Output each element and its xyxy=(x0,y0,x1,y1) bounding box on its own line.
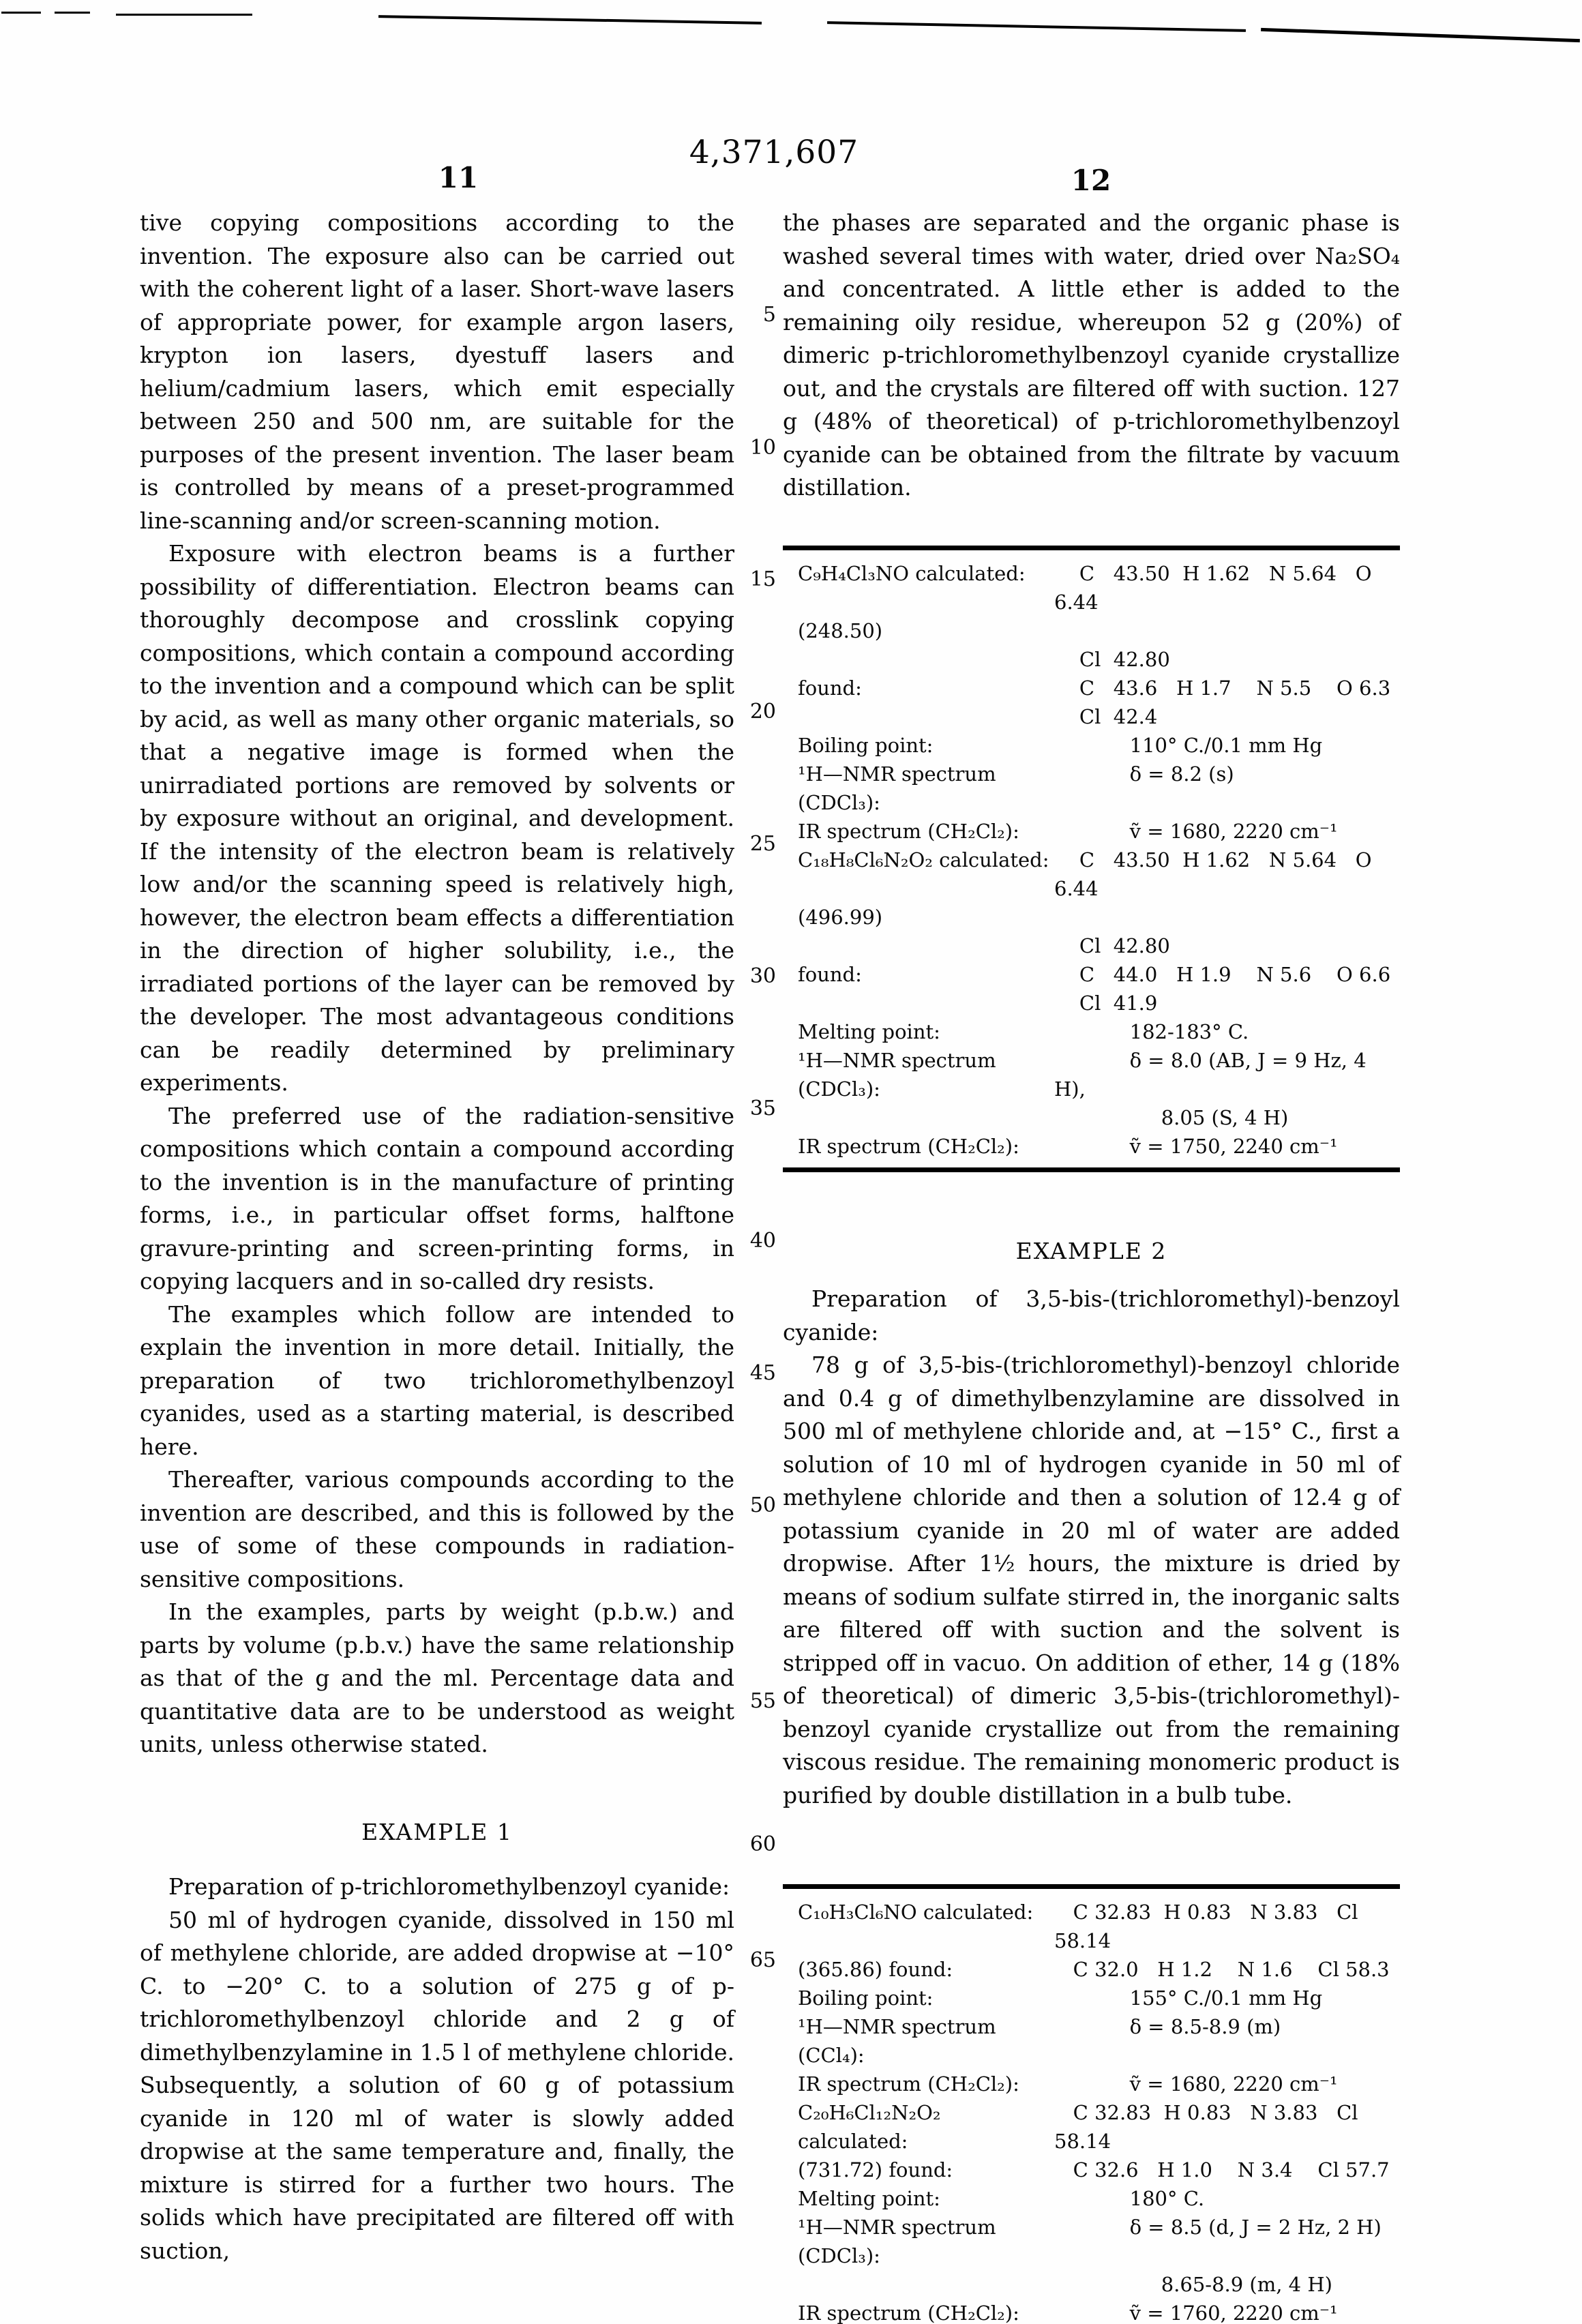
row-value: ṽ = 1760, 2220 cm⁻¹ xyxy=(1054,2301,1338,2324)
row-label: IR spectrum (CH₂Cl₂): xyxy=(798,819,1019,843)
line-number-60: 60 xyxy=(749,1832,776,1856)
analysis-table-2 xyxy=(783,1884,1400,2324)
row-label: (248.50) xyxy=(798,619,883,642)
row-value: C 44.0 H 1.9 N 5.6 O 6.6 xyxy=(1054,962,1391,986)
paragraph: Thereafter, various compounds according to the invention are described, and this is followed by the use of some of these compounds in radiation-sensitive compositions. xyxy=(140,1466,734,1592)
scan-artifact-line xyxy=(827,21,1246,32)
row-label: C₂₀H₆Cl₁₂N₂O₂ calculated: xyxy=(798,2101,947,2153)
paragraph: The examples which follow are intended to explain the invention in more detail. Initially, the preparation of two trichloromethylbenzoyl cyanides, used as a starting material, is described here. xyxy=(140,1300,734,1460)
row-value: 8.05 (S, 4 H) xyxy=(1054,1105,1289,1129)
row-value: δ = 8.0 (AB, J = 9 Hz, 4 H), xyxy=(1054,1048,1373,1101)
table-row xyxy=(783,1984,1400,2012)
row-value: 110° C./0.1 mm Hg xyxy=(1054,733,1323,757)
line-number-10: 10 xyxy=(749,436,776,460)
row-label: (496.99) xyxy=(798,905,883,929)
scan-artifact-line xyxy=(1261,28,1580,42)
row-value: Cl 41.9 xyxy=(1054,991,1158,1015)
line-number-55: 55 xyxy=(749,1689,776,1713)
patent-number: 4,371,607 xyxy=(689,134,859,171)
row-label: ¹H—NMR spectrum (CDCl₃): xyxy=(798,2216,1002,2267)
paragraph: 50 ml of hydrogen cyanide, dissolved in 150 ml of methylene chloride, are added dropwise at −10° C. to −20° C. to a solution of 275 g of p-trichloromethylbenzoyl chloride and 2 g of dimethylbenzylamine in 1.5 l of methylene chloride. Subsequently, a solution of 60 g of potassium cyanide in 120 ml of water is slowly added dropwise at the same temperature and, finally, the mixture is stirred for a further two hours. The solids which have precipitated are filtered off with suction, xyxy=(140,1906,734,2264)
row-value: 182-183° C. xyxy=(1054,1019,1249,1043)
row-label: found: xyxy=(798,962,862,986)
row-value: C 43.6 H 1.7 N 5.5 O 6.3 xyxy=(1054,676,1391,700)
table-row xyxy=(783,616,1400,645)
table-row xyxy=(783,702,1400,731)
paragraph: Exposure with electron beams is a further possibility of differentiation. Electron beams can thoroughly decompose and crosslink copying compositions, which contain a compound according to the invention and a compound which can be split by acid, as well as many other organic materials, so that a negative image is formed when the unirradiated portions are removed by solvents or by exposure without an original, and development. If the intensity of the electron beam is relatively low and/or the scanning speed is relatively high, however, the electron beam effects a differentiation in the direction of higher solubility, i.e., the irradiated portions of the layer can be removed by the developer. The most advantageous conditions can be readily determined by preliminary experiments. xyxy=(140,540,734,1096)
row-value: 180° C. xyxy=(1054,2187,1205,2210)
row-value: C 43.50 H 1.62 N 5.64 O 6.44 xyxy=(1054,561,1378,614)
table-row xyxy=(783,1046,1400,1103)
row-label: IR spectrum (CH₂Cl₂): xyxy=(798,2072,1019,2096)
table-row xyxy=(783,2156,1400,2184)
row-value: Cl 42.80 xyxy=(1054,647,1170,671)
table-row xyxy=(783,760,1400,817)
row-label: Boiling point: xyxy=(798,1986,934,2010)
example-1-heading: EXAMPLE 1 xyxy=(361,1818,513,1845)
analysis-table-1 xyxy=(783,546,1400,1172)
line-number-35: 35 xyxy=(749,1097,776,1120)
row-label: ¹H—NMR spectrum (CDCl₃): xyxy=(798,1048,1002,1101)
row-value: C 32.83 H 0.83 N 3.83 Cl 58.14 xyxy=(1054,1901,1364,1952)
scan-artifact-line xyxy=(378,15,762,25)
right-column xyxy=(783,207,1400,2324)
line-number-50: 50 xyxy=(749,1493,776,1517)
row-value: Cl 42.80 xyxy=(1054,934,1170,957)
paragraph: tive copying compositions according to the invention. The exposure also can be carried out with the coherent light of a laser. Short-wave lasers of appropriate power, for example argon lasers, krypton ion lasers, dyestuff lasers and helium/cadmium lasers, which emit especially between 250 and 500 nm, are suitable for the purposes of the present invention. The laser beam is controlled by means of a preset-programmed line-scanning and/or screen-scanning motion. xyxy=(140,209,734,534)
table-row xyxy=(783,817,1400,846)
table-row xyxy=(783,1103,1400,1132)
row-label: ¹H—NMR spectrum (CDCl₃): xyxy=(798,762,1002,814)
row-label: Boiling point: xyxy=(798,733,934,757)
row-value: δ = 8.2 (s) xyxy=(1054,762,1234,786)
table-row xyxy=(783,989,1400,1017)
line-number-5: 5 xyxy=(762,303,776,327)
table-row xyxy=(783,932,1400,960)
row-value: ṽ = 1680, 2220 cm⁻¹ xyxy=(1054,2072,1338,2096)
row-value: C 32.6 H 1.0 N 3.4 Cl 57.7 xyxy=(1054,2158,1390,2181)
paragraph: The preferred use of the radiation-sensitive compositions which contain a compound according to the invention is in the manufacture of printing forms, i.e., in particular offset forms, halftone gravure-printing and screen-printing forms, in copying lacquers and in so-called dry resists. xyxy=(140,1102,734,1294)
table-row xyxy=(783,903,1400,932)
table-row xyxy=(783,559,1400,616)
table-row xyxy=(783,846,1400,903)
table-row xyxy=(783,2299,1400,2324)
row-label: C₁₈H₈Cl₆N₂O₂ calculated: xyxy=(798,848,1049,872)
line-number-20: 20 xyxy=(749,700,776,724)
table-row xyxy=(783,960,1400,989)
table-row xyxy=(783,2213,1400,2270)
row-value: ṽ = 1750, 2240 cm⁻¹ xyxy=(1054,1134,1338,1158)
paragraph: Preparation of p-trichloromethylbenzoyl cyanide: xyxy=(168,1873,730,1900)
table-row xyxy=(783,2070,1400,2098)
column-number-right: 12 xyxy=(1071,164,1111,197)
left-column xyxy=(140,207,734,2267)
row-value: C 32.83 H 0.83 N 3.83 Cl 58.14 xyxy=(1054,2101,1364,2153)
row-label: C₉H₄Cl₃NO calculated: xyxy=(798,561,1026,585)
table-row xyxy=(783,2012,1400,2070)
row-value: 8.65-8.9 (m, 4 H) xyxy=(1054,2273,1332,2296)
row-value: δ = 8.5-8.9 (m) xyxy=(1054,2015,1281,2038)
example-2-heading: EXAMPLE 2 xyxy=(1015,1237,1167,1264)
scan-artifact-line xyxy=(1,12,41,14)
row-value: δ = 8.5 (d, J = 2 Hz, 2 H) xyxy=(1054,2216,1382,2239)
row-value: C 43.50 H 1.62 N 5.64 O 6.44 xyxy=(1054,848,1378,900)
paragraph: the phases are separated and the organic phase is washed several times with water, dried over Na₂SO₄ and concentrated. A little ether is added to the remaining oily residue, whereupon 52 g (20%) of dimeric p-trichloromethylbenzoyl cyanide crystallize out, and the crystals are filtered off with suction. 127 g (48% of theoretical) of p-trichloromethylbenzoyl cyanide can be obtained from the filtrate by vacuum distillation. xyxy=(783,209,1400,501)
line-number-25: 25 xyxy=(749,832,776,856)
row-value: C 32.0 H 1.2 N 1.6 Cl 58.3 xyxy=(1054,1958,1390,1981)
table-row xyxy=(783,1898,1400,1955)
table-row xyxy=(783,2270,1400,2299)
scan-artifact-line xyxy=(116,14,252,16)
line-number-45: 45 xyxy=(749,1361,776,1385)
table-row xyxy=(783,2184,1400,2213)
table-row xyxy=(783,1955,1400,1984)
paragraph: In the examples, parts by weight (p.b.w.) and parts by volume (p.b.v.) have the same relationship as that of the g and the ml. Percentage data and quantitative data are to be understood as weight units, unless otherwise stated. xyxy=(140,1598,734,1757)
table-row xyxy=(783,731,1400,760)
line-number-65: 65 xyxy=(749,1948,776,1972)
table-row xyxy=(783,2098,1400,2156)
row-label: IR spectrum (CH₂Cl₂): xyxy=(798,1134,1019,1158)
row-label: Melting point: xyxy=(798,2187,940,2210)
table-row xyxy=(783,1017,1400,1046)
row-label: (731.72) found: xyxy=(798,2158,953,2181)
row-value: Cl 42.4 xyxy=(1054,704,1158,728)
paragraph: 78 g of 3,5-bis-(trichloromethyl)-benzoyl chloride and 0.4 g of dimethylbenzylamine are dissolved in 500 ml of methylene chloride and, at −15° C., first a solution of 10 ml of hydrogen cyanide in 50 ml of methylene chloride and then a solution of 12.4 g of potassium cyanide in 20 ml of water are added dropwise. After 1½ hours, the mixture is dried by means of sodium sulfate stirred in, the inorganic salts are filtered off with suction and the solvent is stripped off in vacuo. On addition of ether, 14 g (18% of theoretical) of dimeric 3,5-bis-(trichloromethyl)-benzoyl cyanide crystallize out from the remaining viscous residue. The remaining monomeric product is purified by double distillation in a bulb tube. xyxy=(783,1352,1400,1808)
line-number-15: 15 xyxy=(749,567,776,591)
row-label: Melting point: xyxy=(798,1019,940,1043)
row-label: IR spectrum (CH₂Cl₂): xyxy=(798,2301,1019,2324)
scan-artifact-line xyxy=(55,12,90,14)
table-row xyxy=(783,1132,1400,1161)
paragraph: Preparation of 3,5-bis-(trichloromethyl)-benzoyl cyanide: xyxy=(783,1285,1400,1345)
table-row xyxy=(783,645,1400,674)
row-value: 155° C./0.1 mm Hg xyxy=(1054,1986,1323,2010)
row-label: C₁₀H₃Cl₆NO calculated: xyxy=(798,1901,1034,1924)
row-value: ṽ = 1680, 2220 cm⁻¹ xyxy=(1054,819,1338,843)
column-number-left: 11 xyxy=(438,161,479,194)
row-label: found: xyxy=(798,676,862,700)
row-label: (365.86) found: xyxy=(798,1958,953,1981)
line-number-30: 30 xyxy=(749,964,776,988)
line-number-40: 40 xyxy=(749,1229,776,1253)
table-row xyxy=(783,674,1400,702)
row-label: ¹H—NMR spectrum (CCl₄): xyxy=(798,2015,1002,2067)
